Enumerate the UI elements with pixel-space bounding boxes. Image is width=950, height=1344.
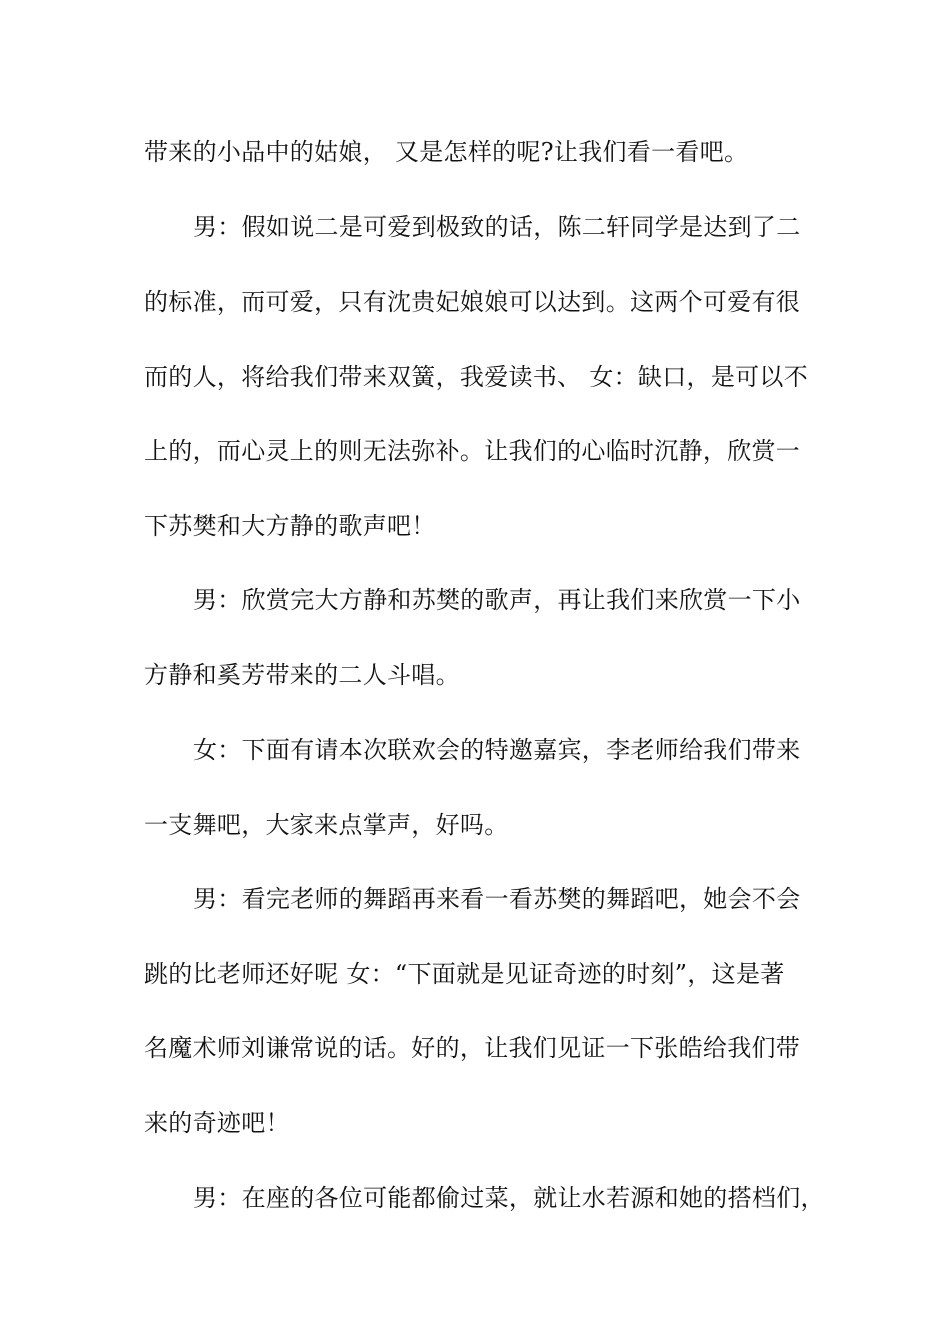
text-line-1: 带来的小品中的姑娘， 又是怎样的呢?让我们看一看吧。 [144, 138, 749, 166]
text-line-4: 而的人，将给我们带来双簧，我爱读书、 女：缺口，是可以不 [144, 363, 809, 391]
text-line-15: 男：在座的各位可能都偷过菜，就让水若源和她的搭档们， [193, 1184, 825, 1212]
text-line-7: 男：欣赏完大方静和苏樊的歌声，再让我们来欣赏一下小 [193, 586, 801, 614]
text-line-13: 名魔术师刘谦常说的话。好的，让我们见证一下张皓给我们带 [144, 1034, 801, 1062]
text-line-6: 下苏樊和大方静的歌声吧！ [144, 512, 436, 540]
text-line-10: 一支舞吧，大家来点掌声，好吗。 [144, 811, 509, 839]
text-line-5: 上的，而心灵上的则无法弥补。让我们的心临时沉静，欣赏一 [144, 437, 801, 465]
text-line-3: 的标准，而可爱，只有沈贵妃娘娘可以达到。这两个可爱有很 [144, 288, 801, 316]
text-line-8: 方静和奚芳带来的二人斗唱。 [144, 661, 460, 689]
text-line-12: 跳的比老师还好呢 女：“下面就是见证奇迹的时刻”，这是著 [144, 960, 785, 988]
text-line-2: 男：假如说二是可爱到极致的话，陈二轩同学是达到了二 [193, 213, 801, 241]
text-line-11: 男：看完老师的舞蹈再来看一看苏樊的舞蹈吧，她会不会 [193, 885, 801, 913]
text-line-9: 女：下面有请本次联欢会的特邀嘉宾，李老师给我们带来 [193, 736, 801, 764]
text-line-14: 来的奇迹吧！ [144, 1109, 290, 1137]
